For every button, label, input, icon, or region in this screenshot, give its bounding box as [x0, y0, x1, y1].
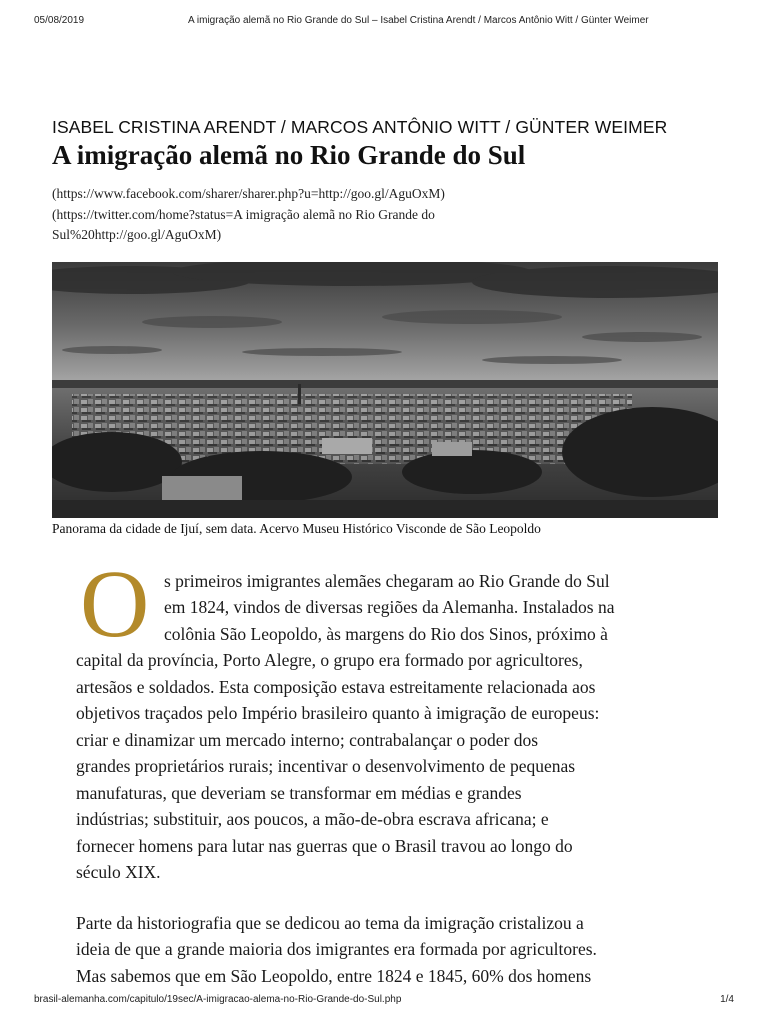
article-title: A imigração alemã no Rio Grande do Sul [52, 140, 526, 170]
paragraph-line: artesãos e soldados. Esta composição estava estreitamente relacionada aos [76, 677, 596, 697]
paragraph-line: fornecer homens para lutar nas guerras que o Brasil travou ao longo do [76, 836, 573, 856]
paragraph-line: capital da província, Porto Alegre, o grupo era formado por agricultores, [76, 650, 583, 670]
paragraph-line: Parte da historiografia que se dedicou ao tema da imigração cristalizou a [76, 913, 584, 933]
twitter-share-link[interactable]: (https://twitter.com/home?status=A imigração alemã no Rio Grande do [52, 206, 435, 222]
print-header [34, 15, 734, 29]
article-authors: ISABEL CRISTINA ARENDT / MARCOS ANTÔNIO WITT / GÜNTER WEIMER [52, 117, 668, 137]
paragraph-line: grandes proprietários rurais; incentivar o desenvolvimento de pequenas [76, 756, 576, 776]
print-url: brasil-alemanha.com/capitulo/19sec/A-imigracao-alema-no-Rio-Grande-do-Sul.php [34, 994, 402, 1005]
paragraph-line: século XIX. [76, 862, 161, 882]
paragraph-line: indústrias; substituir, aos poucos, a mão-de-obra escrava africana; e [76, 809, 549, 829]
paragraph-line: colônia São Leopoldo, às margens do Rio dos Sinos, próximo à [164, 624, 608, 644]
print-page-title: A imigração alemã no Rio Grande do Sul – Isabel Cristina Arendt / Marcos Antônio Witt / Günter Weimer [188, 15, 649, 26]
twitter-share-link-continued[interactable]: Sul%20http://goo.gl/AguOxM) [52, 227, 222, 242]
image-caption: Panorama da cidade de Ijuí, sem data. Acervo Museu Histórico Visconde de São Leopoldo [52, 521, 541, 536]
facebook-share-link[interactable]: (https://www.facebook.com/sharer/sharer.php?u=http://goo.gl/AguOxM) [52, 186, 445, 201]
paragraph-line: Mas sabemos que em São Leopoldo, entre 1824 e 1845, 60% dos homens [76, 966, 592, 986]
paragraph-line: em 1824, vindos de diversas regiões da Alemanha. Instalados na [164, 597, 615, 617]
paragraph-line: ideia de que a grande maioria dos imigrantes era formada por agricultores. [76, 939, 597, 959]
paragraph-line: s primeiros imigrantes alemães chegaram ao Rio Grande do Sul [164, 571, 610, 591]
paragraph-line: criar e dinamizar um mercado interno; contrabalançar o poder dos [76, 730, 539, 750]
share-links [52, 184, 712, 246]
page-number: 1/4 [720, 994, 734, 1005]
drop-cap: O [80, 550, 150, 657]
paragraph-line: manufaturas, que deveriam se transformar em médias e grandes [76, 783, 522, 803]
print-date: 05/08/2019 [34, 15, 85, 26]
paragraph-line: objetivos traçados pelo Império brasileiro quanto à imigração de europeus: [76, 703, 600, 723]
print-footer [34, 994, 734, 1008]
city-panorama-photo [52, 262, 718, 518]
